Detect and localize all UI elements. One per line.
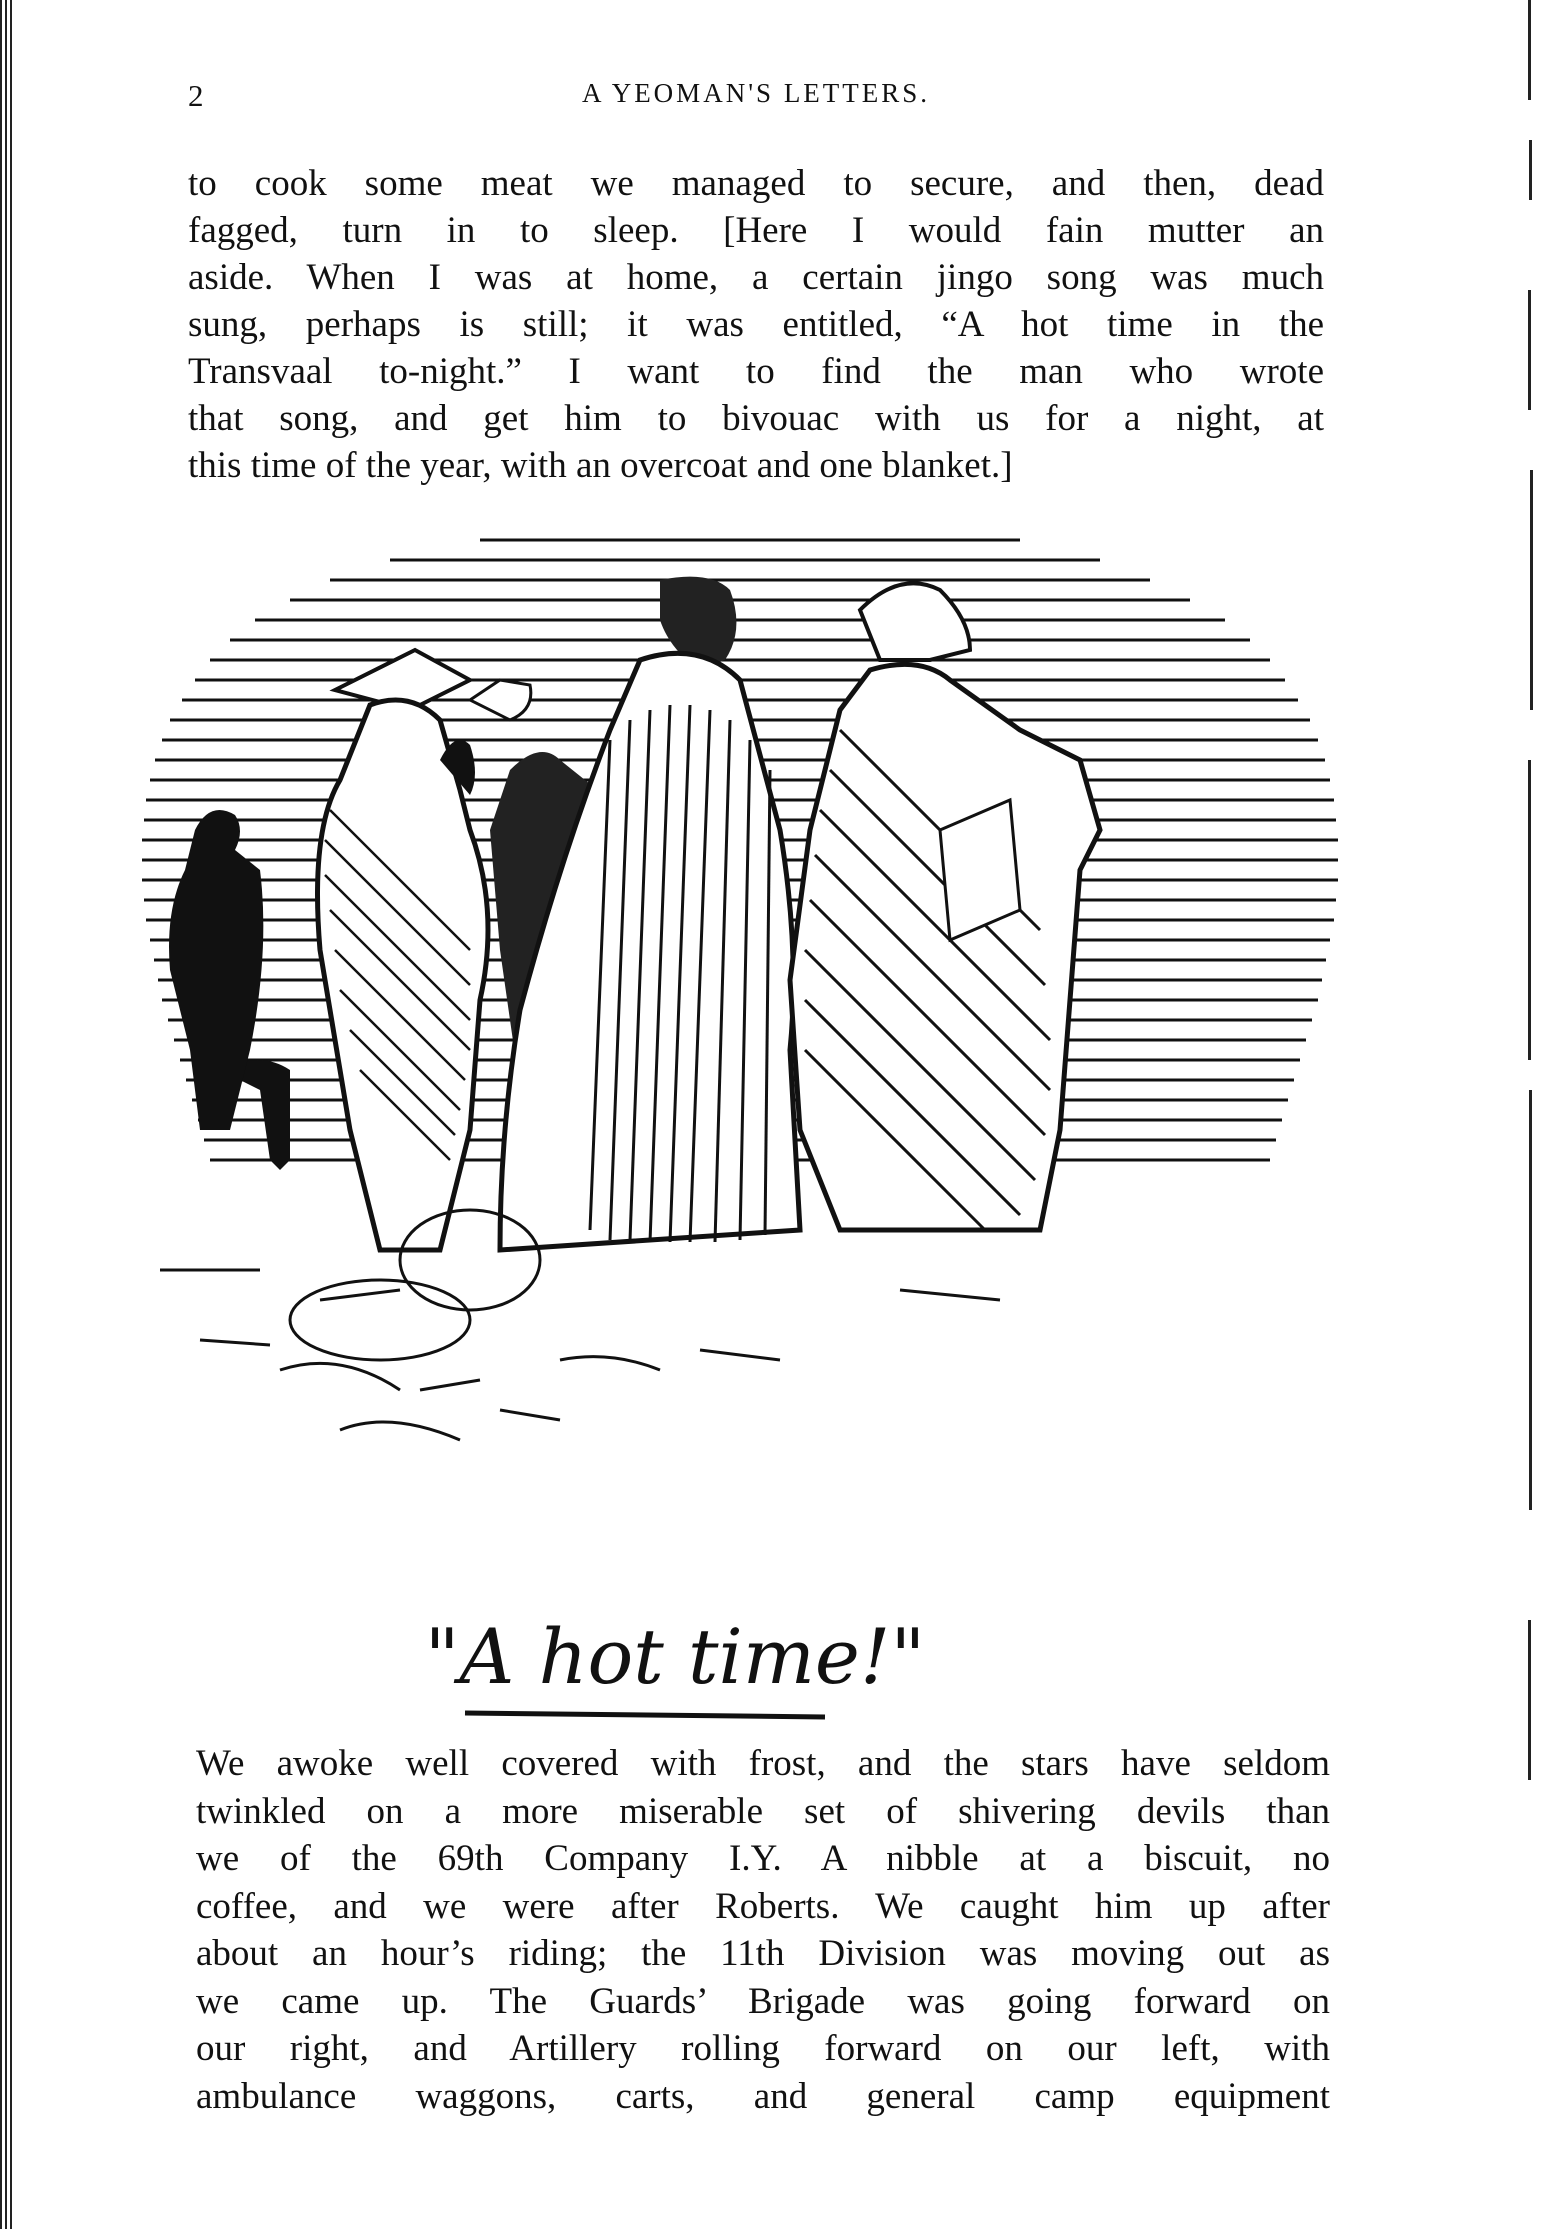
paragraph-1: [188, 160, 1324, 489]
text-line: aside. When I was at home, a certain jingo song was much: [188, 257, 1324, 298]
illustration-soldiers-in-cold: [140, 530, 1360, 1590]
caption-handwriting: [355, 1595, 995, 1735]
page-number: 2: [188, 78, 204, 113]
text-line: sung, perhaps is still; it was entitled, “A hot time in the: [188, 304, 1324, 345]
caption-text: "A hot time!": [424, 1612, 926, 1701]
text-line: this time of the year, with an overcoat and one blanket.]: [188, 445, 1013, 486]
page-binding-edge: [0, 0, 14, 2229]
text-line: we came up. The Guards’ Brigade was going forward on: [196, 1980, 1330, 2022]
text-line: fagged, turn in to sleep. [Here I would fain mutter an: [188, 210, 1324, 251]
paragraph-2: [196, 1740, 1330, 2120]
text-line: our right, and Artillery rolling forward on our left, with: [196, 2028, 1330, 2069]
text-line: that song, and get him to bivouac with us for a night, at: [188, 398, 1324, 439]
text-line: to cook some meat we managed to secure, and then, dead: [188, 163, 1324, 204]
text-line: twinkled on a more miserable set of shivering devils than: [196, 1790, 1330, 1832]
text-line: Transvaal to-night.” I want to find the man who wrote: [188, 351, 1324, 392]
running-head: A YEOMAN'S LETTERS.: [581, 78, 931, 108]
text-line: ambulance waggons, carts, and general camp equipment: [196, 2075, 1330, 2117]
text-line: coffee, and we were after Roberts. We caught him up after: [196, 1885, 1330, 1927]
illustration-caption: [355, 1595, 995, 1735]
text-line: we of the 69th Company I.Y. A nibble at a biscuit, no: [196, 1838, 1330, 1879]
caption-underline: [465, 1713, 825, 1717]
text-line: We awoke well covered with frost, and the stars have seldom: [196, 1743, 1330, 1784]
text-line: about an hour’s riding; the 11th Division was moving out as: [196, 1933, 1330, 1974]
page-header: [188, 78, 1324, 118]
page-right-edge: [1528, 0, 1540, 2229]
